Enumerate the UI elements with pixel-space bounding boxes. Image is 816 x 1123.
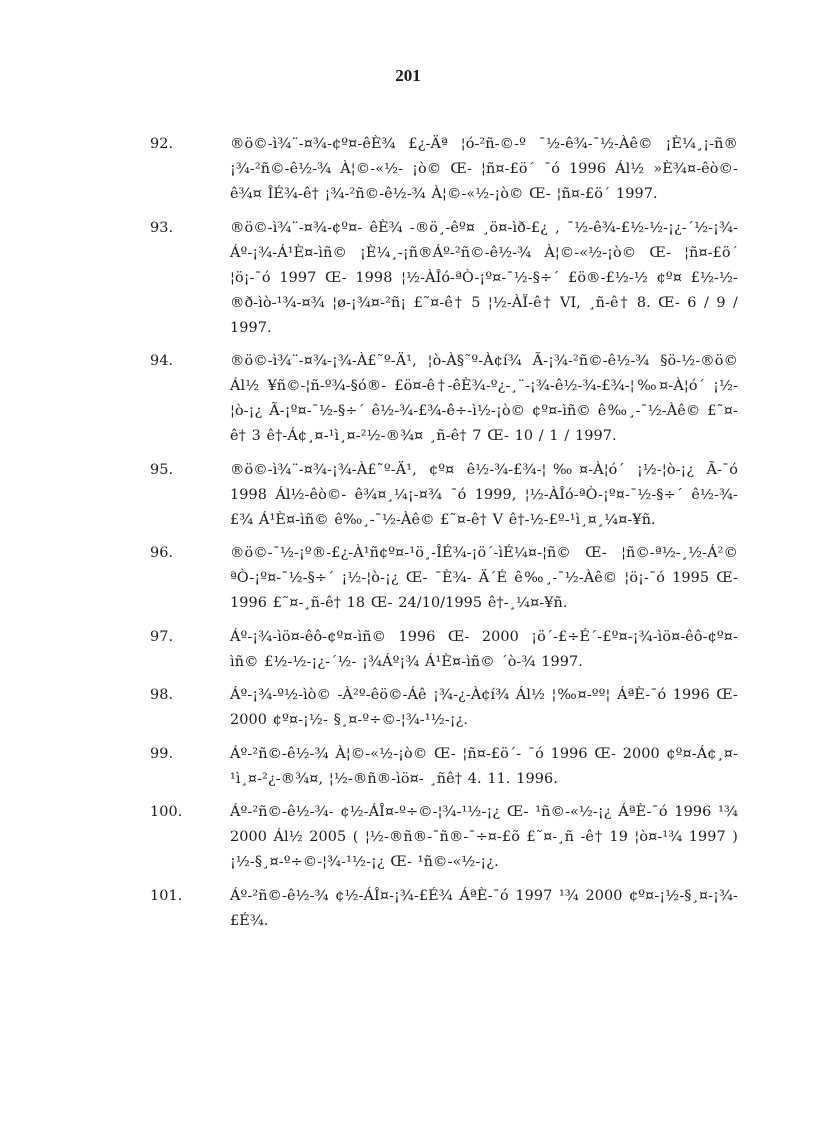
reference-item <box>150 349 738 449</box>
reference-item <box>150 683 738 733</box>
reference-item <box>150 884 738 934</box>
reference-text: Áº-¡¾-ìö¤-êô-¢º¤-ìñ© 1996 Œ- 2000 ¡ö´-£÷É´-£º¤-¡¾-ìö¤-êô-¢º¤-ìñ© £½-½-¡¿-´½- ¡¾Áº¡¾ Á¹È¤-ìñ© ´ò-¾ 1997. <box>230 628 738 670</box>
reference-text: Áº-²ñ©-ê½-¾ ¢½-ÁÎ¤-¡¾-£É¾ ÁªÈ-¯ó 1997 ¹¾ 2000 ¢º¤-¡½-§¸¤-¡¾-£É¾. <box>230 887 738 929</box>
reference-item <box>150 800 738 875</box>
reference-number: 92. <box>150 136 174 152</box>
reference-text: Áº-²ñ©-ê½-¾ À¦©-«½-¡ò© Œ- ¦ñ¤-£ö´- ¯ó 1996 Œ- 2000 ¢º¤-Á¢¸¤-¹ì¸¤-²¿-®¾¤, ¦½-®ñ®-ìö¤- ¸ñê† 4. 11. 1996. <box>230 745 738 787</box>
reference-list <box>150 132 738 942</box>
reference-item <box>150 625 738 675</box>
reference-text: ®ö©-¯½-¡º®-£¿-À¹ñ¢º¤-¹ö¸-ÎÉ¾-¡ö´-ìÉ¼¤-¦ñ© Œ- ¦ñ©-ª½-¸½-Á²© ªÒ-¡º¤-¯½-§÷´ ¡½-¦ò-¡¿ Œ- ¯È¾- Ä´É ê‰¸-¯½-Àê© ¦ö¡-¯ó 1995 Œ- 1996 £˜¤-¸ñ-ê† 18 Œ- 24/10/1995 ê†-¸¼¤-¥ñ. <box>230 545 738 611</box>
reference-text: ®ö©-ì¾¨-¤¾-¡¾-À£˜º-Ä¹, ¦ò-À§˜º-À¢í¾ Ã-¡¾-²ñ©-ê½-¾ §ö-½-®ö© Ál½ ¥ñ©-¦ñ-º¾-§ó®- £ö¤-ê†-êÈ¾-º¿-¸¨-¡¾-ê½-¾-£¾-¦‰¤-À¦ó´ ¡½-¦ò-¡¿ Ã-¡º¤-¯½-§÷´ ê½-¾-£¾-ê÷-ì½-¡ò© ¢º¤-ìñ© ê‰¸-¯½-Àê© £˜¤-ê† 3 ê†-Á¢¸¤-¹ì¸¤-²½-®¾¤ ¸ñ-ê† 7 Œ- 10 / 1 / 1997. <box>230 353 738 444</box>
reference-number: 99. <box>150 745 174 762</box>
reference-item <box>150 541 738 616</box>
reference-item <box>150 742 738 792</box>
reference-number: 101. <box>150 887 183 904</box>
reference-text: ®ö©-ì¾¨-¤¾-¢º¤-êÈ¾ £¿-Äª ¦ó-²ñ-©-º ¯½-ê¾-¯½-Àê© ¡È¼¸¡-ñ® ¡¾-²ñ©-ê½-¾ À¦©-«½- ¡ò© Œ- ¦ñ¤-£ö´ ¯ó 1996 Ál½ »È¾¤-êò©-ê¾¤ ÎÉ¾-ê† ¡¾-²ñ©-ê½-¾ À¦©-«½-¡ò© Œ- ¦ñ¤-£ö´ 1997. <box>230 136 738 202</box>
reference-number: 95. <box>150 461 174 478</box>
page-number: 201 <box>395 66 421 85</box>
reference-text: Áº-¡¾-º½-ìò© -À²º-êö©-Áê ¡¾-¿-À¢í¾ Ál½ ¦‰¤-ºº¦ ÁªÈ-¯ó 1996 Œ- 2000 ¢º¤-¡½- §¸¤-º÷©-¦¾-¹½-¡¿. <box>230 687 738 728</box>
reference-number: 100. <box>150 804 183 820</box>
reference-item <box>150 458 738 533</box>
reference-item <box>150 132 738 207</box>
reference-text: ®ö©-ì¾¨-¤¾-¢º¤- êÈ¾ -®ö¸-êº¤ ¸ö¤-ìð-£¿ , ¯½-ê¾-£½-½-¡¿-´½-¡¾-Áº-¡¾-Á¹È¤-ìñ© ¡È¼¸-¡ñ®Áº-²ñ©-ê½-¾ À¦©-«½-¡ò© Œ- ¦ñ¤-£ö´ ¦ö¡-¯ó 1997 Œ- 1998 ¦½-ÀÎó-ªÒ-¡º¤-¯½-§÷´ £ö®-£½-½ ¢º¤ £½-½-®ð-ìò-¹¾-¤¾ ¦ø-¡¾¤-²ñ¡ £˜¤-ê† 5 ¦½-ÀÏ-ê† VI, ¸ñ-ê† 8. Œ- 6 / 9 / 1997. <box>230 219 738 336</box>
reference-number: 96. <box>150 545 174 561</box>
reference-number: 94. <box>150 353 174 369</box>
reference-number: 97. <box>150 628 174 645</box>
reference-number: 98. <box>150 687 174 703</box>
reference-number: 93. <box>150 219 174 236</box>
reference-text: Áº-²ñ©-ê½-¾- ¢½-ÁÎ¤-º÷©-¦¾-¹½-¡¿ Œ- ¹ñ©-«½-¡¿ ÁªÈ-¯ó 1996 ¹¾ 2000 Ál½ 2005 ( ¦½-®ñ®-¯ñ®-¯÷¤-£õ £˜¤-¸ñ -ê† 19 ¦ò¤-¹¾ 1997 ) ¡½-§¸¤-º÷©-¦¾-¹½-¡¿ Œ- ¹ñ©-«½-¡¿. <box>230 804 738 870</box>
reference-text: ®ö©-ì¾¨-¤¾-¡¾-À£˜º-Ä¹, ¢º¤ ê½-¾-£¾-¦‰¤-À¦ó´ ¡½-¦ò-¡¿ Ã-¯ó 1998 Ál½-êò©- ê¾¤¸¼¡-¤¾ ¯ó 1999, ¦½-ÀÎó-ªÒ-¡º¤-¯½-§÷´ ê½-¾-£¾ Á¹È¤-ìñ© ê‰¸-¯½-Àê© £˜¤-ê† V ê†-½-£º-¹ì¸¤¸¼¤-¥ñ. <box>230 461 738 528</box>
reference-item <box>150 216 738 341</box>
